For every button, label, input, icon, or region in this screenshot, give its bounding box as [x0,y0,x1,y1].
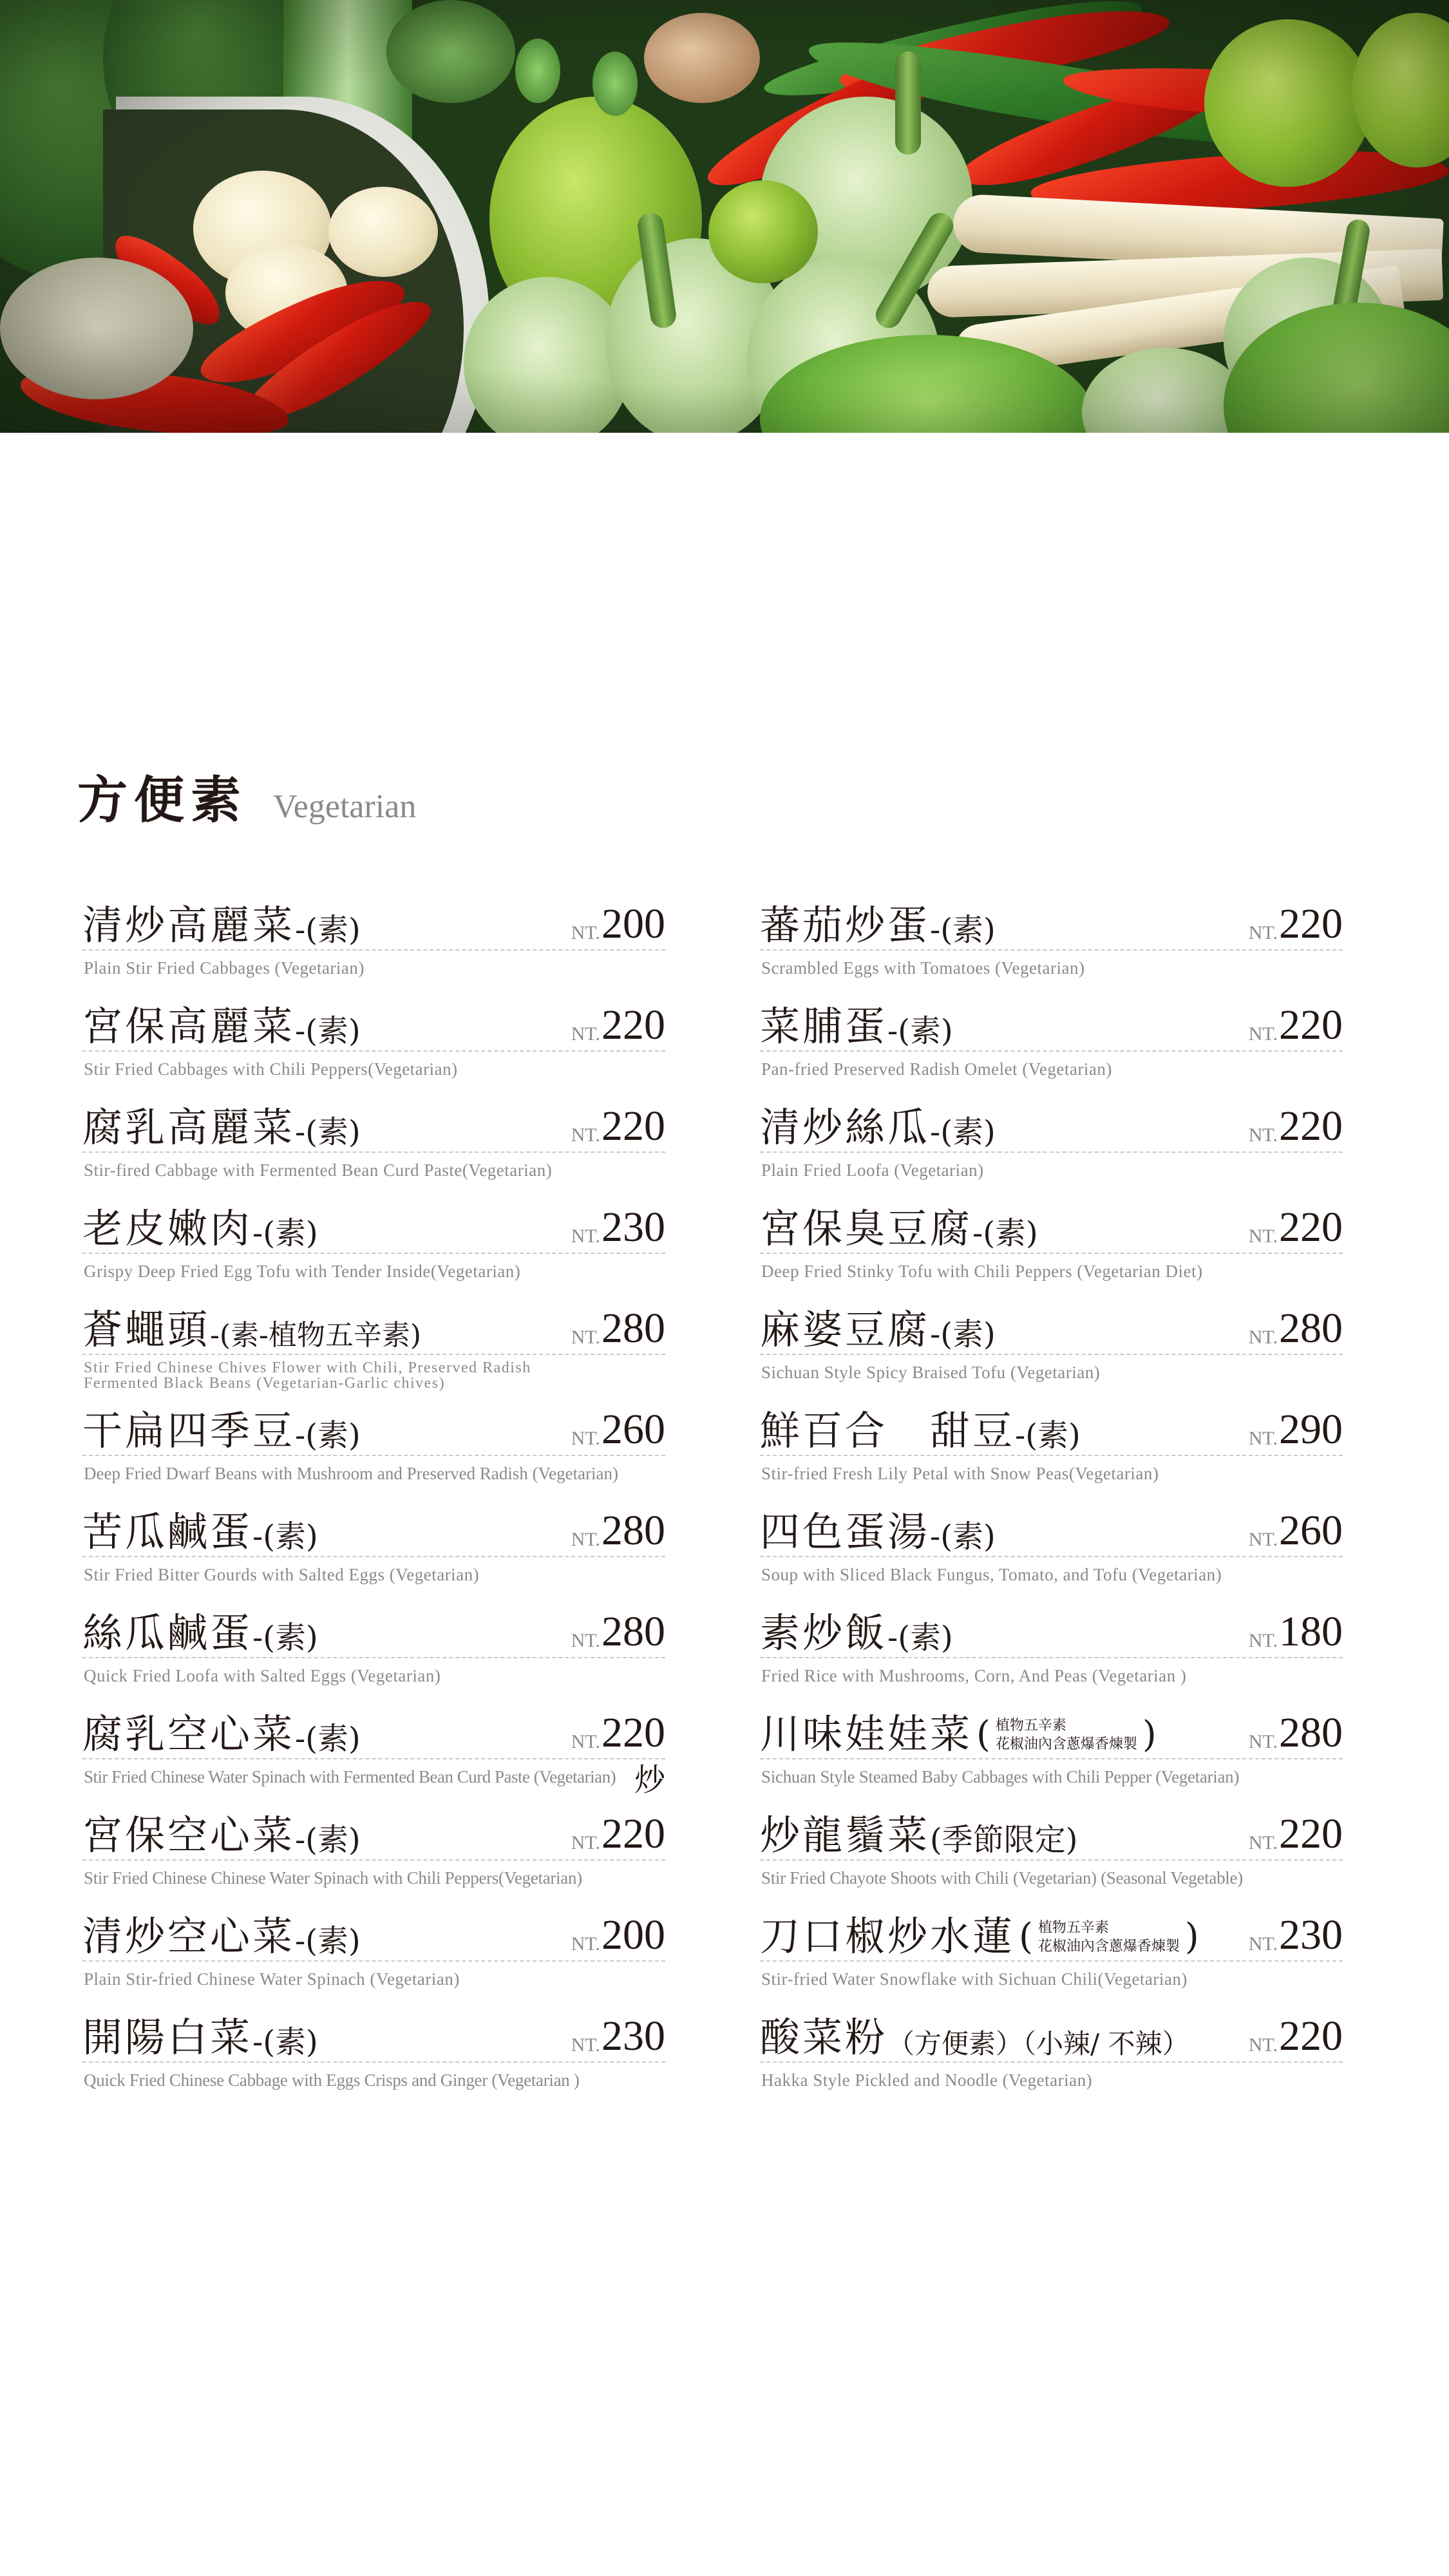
menu-column-right [760,889,1343,2102]
menu-item [760,1799,1343,1900]
menu-item [82,1293,665,1394]
currency-label: NT. [571,2034,600,2056]
dotted-divider [82,1657,665,1658]
price-value: 280 [601,1305,665,1352]
currency-label: NT. [571,1023,600,1045]
dotted-divider [760,1657,1343,1658]
dish-note: -(素) [252,1519,318,1555]
dotted-divider [760,1151,1343,1153]
dotted-divider [760,1960,1343,1962]
dish-note: -(素) [295,1114,361,1150]
price [571,2012,665,2060]
currency-label: NT. [571,1529,600,1550]
dish-description: Stir-fried Water Snowflake with Sichuan Chili(Vegetarian) [761,1969,1188,1989]
dish-name: 宮保臭豆腐 [760,1205,973,1252]
menu-item [82,1495,665,1596]
dotted-divider [82,1050,665,1052]
dish-description: Stir Fried Chinese Chinese Water Spinach with Chili Peppers(Vegetarian) [84,1868,582,1888]
menu-item [760,1698,1343,1799]
currency-label: NT. [1248,1933,1278,1955]
currency-label: NT. [1248,2034,1278,2056]
dish-note: -(素) [930,1519,996,1555]
dish-note: -(素) [930,1316,996,1352]
dish-description: Plain Fried Loofa (Vegetarian) [761,1160,984,1180]
dish-note: -(素) [887,1013,953,1049]
price-value: 280 [601,1507,665,1554]
currency-label: NT. [1248,1226,1278,1247]
price [571,1507,665,1554]
dish-note: -(素) [295,1923,361,1959]
price-value: 220 [1279,1103,1343,1150]
price-value: 220 [1279,1204,1343,1251]
dish-description: Soup with Sliced Black Fungus, Tomato, and Tofu (Vegetarian) [761,1565,1222,1584]
menu-item [82,1799,665,1900]
dish-name: 炒龍鬚菜 [760,1812,931,1859]
currency-label: NT. [571,1124,600,1146]
price [571,1307,665,1350]
currency-label: NT. [1248,1428,1278,1449]
dish-note-line-2: 花椒油內含蔥爆香煉製 [1037,1938,1180,1955]
price [1249,1408,1343,1451]
menu-item [82,2001,665,2102]
dish-note: -(素) [1015,1417,1081,1454]
dish-note-stacked: ( 植物五辛素 花椒油內含蔥爆香煉製 ) [976,1714,1157,1756]
price-value: 290 [1279,1406,1343,1453]
dish-description: Pan-fried Preserved Radish Omelet (Vegetarian) [761,1059,1112,1079]
dish-note: -(素) [972,1215,1038,1251]
dish-description: Sichuan Style Steamed Baby Cabbages with Chili Pepper (Vegetarian) [761,1767,1240,1786]
dish-note: -(素) [887,1620,953,1656]
dish-description: Sichuan Style Spicy Braised Tofu (Vegetarian) [761,1363,1101,1382]
stray-glyph: 炒 [634,1762,666,1798]
dotted-divider [82,1455,665,1456]
menu-item [82,1596,665,1698]
dish-description: Scrambled Eggs with Tomatoes (Vegetarian) [761,958,1085,978]
dish-note: -(素) [295,912,361,948]
dotted-divider [82,1253,665,1254]
dish-name: 腐乳高麗菜 [82,1104,296,1151]
price-value: 220 [601,1709,665,1756]
price-value: 260 [1279,1507,1343,1554]
price-value: 220 [1279,1001,1343,1048]
price [1249,1307,1343,1350]
menu-item [760,1394,1343,1495]
currency-label: NT. [1248,1327,1278,1348]
dish-description: Hakka Style Pickled and Noodle (Vegetarian) [761,2070,1093,2090]
dotted-divider [760,2061,1343,2063]
dish-name: 麻婆豆腐 [760,1306,931,1353]
dish-name: 絲瓜鹹蛋 [82,1609,253,1656]
dotted-divider [82,1354,665,1355]
dish-name: 老皮嫩肉 [82,1205,253,1252]
currency-label: NT. [571,1327,600,1348]
dish-note: -(素) [295,1013,361,1049]
price [1248,1608,1343,1655]
dotted-divider [760,1758,1343,1759]
menu-item [760,2001,1343,2102]
dish-note-line-1: 植物五辛素 [995,1717,1066,1734]
dish-name: 宮保高麗菜 [82,1003,296,1050]
price [1248,1507,1343,1554]
dish-name: 苦瓜鹹蛋 [82,1508,253,1555]
dotted-divider [82,1556,665,1557]
price [1249,1206,1343,1249]
dotted-divider [82,1859,665,1861]
dotted-divider [760,1455,1343,1456]
dish-name: 干扁四季豆 [82,1407,296,1454]
price [571,1001,665,1048]
currency-label: NT. [571,1832,600,1853]
dotted-divider [82,1758,665,1759]
dotted-divider [760,1253,1343,1254]
currency-label: NT. [571,1226,600,1247]
price [571,900,665,947]
dish-note: -(素) [295,1721,361,1757]
price-value: 220 [601,1103,665,1150]
menu-column-left [82,889,665,2102]
price-value: 280 [1279,1709,1343,1756]
dotted-divider [760,949,1343,951]
dish-note: -(素) [252,1215,318,1251]
menu-item [82,1698,665,1799]
currency-label: NT. [1248,1630,1278,1651]
currency-label: NT. [1248,1731,1278,1752]
menu-item [760,889,1343,990]
dish-description [84,1360,531,1391]
price [1248,2012,1343,2060]
price [571,1206,665,1249]
menu-item [82,990,665,1091]
dish-description: Stir-fried Fresh Lily Petal with Snow Peas(Vegetarian) [761,1464,1159,1483]
dish-description: Stir Fried Chinese Water Spinach with Fermented Bean Curd Paste (Vegetarian) [84,1767,616,1786]
dish-name: 腐乳空心菜 [82,1710,296,1757]
currency-label: NT. [1248,1023,1278,1045]
menu-item [760,1192,1343,1293]
dish-note: -(素) [930,912,996,948]
dish-description-line-2: Fermented Black Beans (Vegetarian-Garlic chives) [84,1375,446,1392]
dish-note: -(素) [930,1114,996,1150]
dish-name: 清炒絲瓜 [760,1104,931,1151]
dotted-divider [760,1556,1343,1557]
currency-label: NT. [571,1428,600,1449]
dotted-divider [760,1354,1343,1355]
price-value: 260 [601,1406,665,1453]
currency-label: NT. [1248,1832,1278,1853]
dish-name: 蒼蠅頭 [82,1306,211,1353]
dish-name: 清炒空心菜 [82,1913,296,1960]
menu-item [760,1596,1343,1698]
dotted-divider [82,1960,665,1962]
dish-note-line-2: 花椒油內含蔥爆香煉製 [995,1736,1137,1753]
menu-item [82,1900,665,2001]
section-heading [77,760,416,832]
dish-note-line-1: 植物五辛素 [1037,1919,1109,1936]
currency-label: NT. [1248,1529,1278,1550]
menu-item [82,1394,665,1495]
currency-label: NT. [1248,1124,1278,1146]
dish-description: Stir-fired Cabbage with Fermented Bean Curd Paste(Vegetarian) [84,1160,553,1180]
price-value: 280 [1279,1305,1343,1352]
dish-description: Deep Fried Stinky Tofu with Chili Peppers (Vegetarian Diet) [761,1262,1203,1281]
price [571,1911,665,1958]
dish-note: （方便素）（小辣/ 不辣） [887,2028,1189,2060]
dish-name: 川味娃娃菜 [760,1710,973,1757]
dish-note: (季節限定) [930,1822,1078,1858]
dish-name: 蕃茄炒蛋 [760,902,931,949]
price [571,1608,665,1655]
menu-item [760,1091,1343,1192]
dish-description: Stir Fried Cabbages with Chili Peppers(Vegetarian) [84,1059,458,1079]
dotted-divider [82,949,665,951]
menu-item [760,1293,1343,1394]
dish-description: Stir Fried Chayote Shoots with Chili (Vegetarian) (Seasonal Vegetable) [761,1868,1243,1888]
dotted-divider [82,2061,665,2063]
currency-label: NT. [571,1731,600,1752]
price-value: 180 [1279,1608,1343,1655]
currency-label: NT. [571,922,600,943]
dish-name: 刀口椒炒水蓮 [760,1913,1016,1960]
dish-description: Deep Fried Dwarf Beans with Mushroom and Preserved Radish (Vegetarian) [84,1464,619,1483]
price-value: 220 [1279,1810,1343,1857]
price [1248,1001,1343,1048]
dish-name: 宮保空心菜 [82,1812,296,1859]
price-value: 200 [601,1911,665,1958]
price [1248,1810,1343,1857]
price-value: 230 [601,2012,665,2060]
dish-note: -(素-植物五辛素) [210,1319,422,1352]
price-value: 220 [1279,2012,1343,2060]
dish-note: -(素) [252,2024,318,2060]
dish-name: 素炒飯 [760,1609,888,1656]
dish-description: Quick Fried Chinese Cabbage with Eggs Crisps and Ginger (Vegetarian ) [84,2070,580,2090]
dish-description: Plain Stir Fried Cabbages (Vegetarian) [84,958,365,978]
header-photo-vegetables [0,0,1449,433]
dotted-divider [760,1050,1343,1052]
dish-name: 四色蛋湯 [760,1508,931,1555]
dish-description: Stir Fried Bitter Gourds with Salted Eggs (Vegetarian) [84,1565,480,1584]
price-value: 200 [601,900,665,947]
dish-note: -(素) [295,1417,361,1454]
price-value: 220 [601,1001,665,1048]
dish-name: 菜脯蛋 [760,1003,888,1050]
dish-note: -(素) [252,1620,318,1656]
price [571,1408,665,1451]
price [1248,900,1343,947]
dish-name: 開陽白菜 [82,2014,253,2061]
dotted-divider [82,1151,665,1153]
price-value: 220 [601,1810,665,1857]
menu-item [82,889,665,990]
currency-label: NT. [571,1630,600,1651]
dish-name: 鮮百合 甜豆 [760,1407,1016,1454]
dish-name: 清炒高麗菜 [82,902,296,949]
menu-item [760,1900,1343,2001]
price [1248,1911,1343,1958]
price [1249,1105,1343,1148]
dish-description: Grispy Deep Fried Egg Tofu with Tender Inside(Vegetarian) [84,1262,521,1281]
dish-description: Fried Rice with Mushrooms, Corn, And Peas (Vegetarian ) [761,1666,1187,1685]
menu-item [82,1192,665,1293]
dish-name: 酸菜粉 [760,2014,888,2061]
price-value: 220 [1279,900,1343,947]
price-value: 280 [601,1608,665,1655]
currency-label: NT. [571,1933,600,1955]
price [571,1709,665,1756]
section-title-english: Vegetarian [273,788,417,825]
price-value: 230 [601,1204,665,1251]
price [1248,1709,1343,1756]
dotted-divider [760,1859,1343,1861]
price-value: 230 [1279,1911,1343,1958]
price [571,1810,665,1857]
dish-description: Plain Stir-fried Chinese Water Spinach (Vegetarian) [84,1969,460,1989]
dish-description-line-1: Stir Fried Chinese Chives Flower with Chili, Preserved Radish [84,1359,531,1376]
menu-item [760,990,1343,1091]
menu-item [82,1091,665,1192]
dish-note-stacked: ( 植物五辛素 花椒油內含蔥爆香煉製 ) [1019,1916,1199,1958]
dish-note: -(素) [295,1822,361,1858]
menu-item [760,1495,1343,1596]
dish-description: Quick Fried Loofa with Salted Eggs (Vegetarian) [84,1666,441,1685]
section-title-chinese: 方便素 [77,771,248,829]
price [571,1105,665,1148]
currency-label: NT. [1248,922,1278,943]
